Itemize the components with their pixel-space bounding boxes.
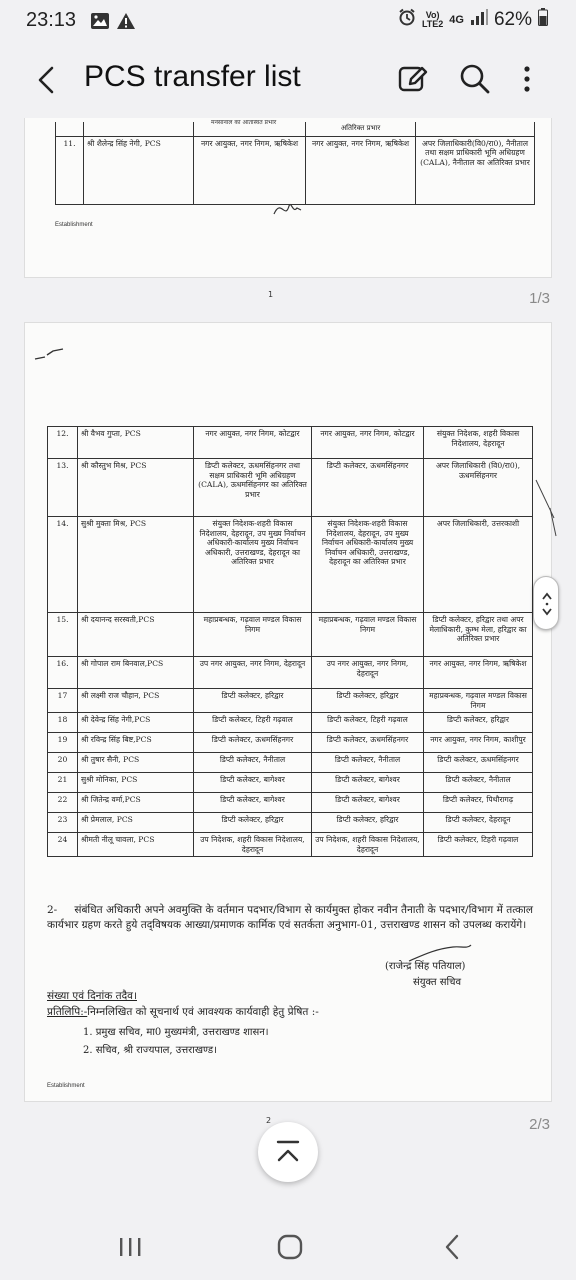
copy-label: प्रतिलिपि:- — [47, 1006, 88, 1018]
cell-name: सुश्री मुक्ता मिश्र, PCS — [78, 517, 194, 613]
table-row — [48, 773, 533, 793]
cell-serial: 15. — [48, 613, 78, 657]
cell-to: डिप्टी कलेक्टर, हरिद्वार — [312, 813, 424, 833]
cell-to: नगर आयुक्त, नगर निगम, ऋषिकेश — [306, 136, 416, 204]
search-icon — [458, 62, 492, 96]
document-page-2 — [24, 322, 552, 1102]
cell-from: डिप्टी कलेक्टर, नैनीताल — [194, 753, 312, 773]
home-icon — [270, 1226, 310, 1266]
page-number: 1 — [268, 290, 274, 299]
table-row — [48, 713, 533, 733]
cell-to: उप नगर आयुक्त, नगर निगम, देहरादून — [312, 657, 424, 689]
system-back-button[interactable] — [432, 1226, 472, 1266]
recents-icon — [110, 1226, 150, 1266]
cell-serial: 18 — [48, 713, 78, 733]
table-cell: अतिरिक्त प्रभार — [306, 122, 416, 136]
cell-remark: नगर आयुक्त, नगर निगम, काशीपुर — [424, 733, 533, 753]
cell-name: श्री देवेन्द्र सिंह नेगी,PCS — [78, 713, 194, 733]
cell-name: श्री गोपाल राम बिनवाल,PCS — [78, 657, 194, 689]
cell-from: उप नगर आयुक्त, नगर निगम, देहरादून — [194, 657, 312, 689]
cell-remark: अपर जिलाधिकारी, उत्तरकाशी — [424, 517, 533, 613]
signatory-title: संयुक्त सचिव — [413, 977, 462, 988]
reference-label: संख्या एवं दिनांक तदैव। — [47, 990, 137, 1002]
app-bar — [0, 44, 576, 116]
copy-text: निम्नलिखित को सूचनार्थ एवं आवश्यक कार्यवाही हेतु प्रेषित :- — [87, 1006, 319, 1018]
gallery-notification-icon — [90, 12, 110, 34]
cell-remark: डिप्टी कलेक्टर, ऊधमसिंहनगर — [424, 753, 533, 773]
signal-icon — [470, 9, 488, 31]
fast-scroll-handle[interactable] — [533, 576, 559, 630]
cell-serial: 22 — [48, 793, 78, 813]
cell-remark: डिप्टी कलेक्टर, नैनीताल — [424, 773, 533, 793]
cell-from: नगर आयुक्त, नगर निगम, कोटद्वार — [194, 427, 312, 459]
cell-from: डिप्टी कलेक्टर, हरिद्वार — [194, 689, 312, 713]
cell-remark: अपर जिलाधिकारी (वि0/रा0), ऊधमसिंहनगर — [424, 459, 533, 517]
cell-name: श्री शैलेन्द्र सिंह नेगी, PCS — [84, 136, 194, 204]
cell-from: डिप्टी कलेक्टर, बागेश्वर — [194, 773, 312, 793]
more-options-button[interactable] — [512, 62, 542, 96]
table-row — [48, 427, 533, 459]
table-row — [48, 733, 533, 753]
back-arrow-icon — [30, 62, 66, 98]
cell-remark: अपर जिलाधिकारी(वि0/रा0), नैनीताल तथा सक्षम प्राधिकारी भूमि अधिग्रहण (CALA), नैनीताल का अतिरिक्त प्रभार — [416, 136, 535, 204]
battery-percent: 62% — [493, 9, 532, 30]
table-row — [48, 833, 533, 857]
page-title: PCS transfer list — [84, 60, 301, 93]
cell-to: उप निदेशक, शहरी विकास निदेशालय, देहरादून — [312, 833, 424, 857]
cell-remark: नगर आयुक्त, नगर निगम, ऋषिकेश — [424, 657, 533, 689]
cell-serial: 14. — [48, 517, 78, 613]
cell-to: डिप्टी कलेक्टर, टिहरी गढ़वाल — [312, 713, 424, 733]
paragraph-number: 2- — [47, 904, 58, 916]
cell-serial: 17 — [48, 689, 78, 713]
cell-to: संयुक्त निदेशक-शहरी विकास निदेशालय, देहरादून, उप मुख्य निर्वाचन अधिकारी-कार्यालय मुख्य निर्वाचन अधिकारी, उत्तराखण्ड, देहरादून का अतिरिक्त प्रभार — [312, 517, 424, 613]
transfer-table-page2 — [47, 426, 533, 857]
cell-remark: डिप्टी कलेक्टर, देहरादून — [424, 813, 533, 833]
scan-mark — [530, 478, 560, 542]
scroll-to-top-button[interactable] — [258, 1122, 318, 1182]
page-indicator: 2/3 — [529, 1116, 550, 1133]
cell-remark: डिप्टी कलेक्टर, टिहरी गढ़वाल — [424, 833, 533, 857]
table-row — [48, 517, 533, 613]
navigation-bar — [0, 1212, 576, 1280]
cell-name: श्री जितेन्द्र वर्मा,PCS — [78, 793, 194, 813]
cell-name: श्री रविन्द्र सिंह बिष्ट,PCS — [78, 733, 194, 753]
cell-serial: 19 — [48, 733, 78, 753]
document-page-1 — [24, 118, 552, 278]
table-row — [48, 753, 533, 773]
table-row — [56, 136, 535, 204]
cell-name: सुश्री मोनिका, PCS — [78, 773, 194, 793]
cell-serial: 11. — [56, 136, 84, 204]
edit-button[interactable] — [396, 62, 430, 96]
cell-to: डिप्टी कलेक्टर, हरिद्वार — [312, 689, 424, 713]
cell-to: डिप्टी कलेक्टर, बागेश्वर — [312, 773, 424, 793]
warning-icon — [116, 12, 136, 34]
transfer-table-page1 — [55, 122, 535, 205]
establishment-label: Establishment — [55, 222, 93, 228]
cell-remark: डिप्टी कलेक्टर, हरिद्वार — [424, 713, 533, 733]
edit-icon — [396, 62, 430, 96]
cell-serial: 12. — [48, 427, 78, 459]
table-row — [48, 459, 533, 517]
signatory-name: (राजेन्द्र सिंह पतियाल) — [385, 961, 466, 972]
recent-apps-button[interactable] — [110, 1226, 150, 1266]
cell-from: नगर आयुक्त, नगर निगम, ऋषिकेश — [194, 136, 306, 204]
cell-to: नगर आयुक्त, नगर निगम, कोटद्वार — [312, 427, 424, 459]
cell-to: डिप्टी कलेक्टर, ऊधमसिंहनगर — [312, 459, 424, 517]
cell-serial: 16. — [48, 657, 78, 689]
cell-remark: महाप्रबन्धक, गढ़वाल मण्डल विकास निगम — [424, 689, 533, 713]
scroll-arrows-icon — [534, 577, 560, 631]
signature-mark — [271, 196, 311, 222]
cell-to: महाप्रबन्धक, गढ़वाल मण्डल विकास निगम — [312, 613, 424, 657]
back-button[interactable] — [30, 62, 66, 98]
cell-from: डिप्टी कलेक्टर, ऊधमसिंहनगर — [194, 733, 312, 753]
cell-serial: 20 — [48, 753, 78, 773]
cell-name: श्री तुषार सैनी, PCS — [78, 753, 194, 773]
table-row — [48, 689, 533, 713]
table-row — [48, 613, 533, 657]
page-indicator: 1/3 — [529, 290, 550, 307]
table-row — [48, 813, 533, 833]
status-bar — [0, 0, 576, 44]
search-button[interactable] — [458, 62, 492, 96]
copy-item: 1. प्रमुख सचिव, मा0 मुख्यमंत्री, उत्तराखण्ड शासन। — [83, 1027, 269, 1038]
cell-name: श्री कौस्तुभ मिश्र, PCS — [78, 459, 194, 517]
battery-icon — [538, 8, 548, 32]
cell-to: डिप्टी कलेक्टर, बागेश्वर — [312, 793, 424, 813]
establishment-label: Establishment — [47, 1083, 85, 1089]
copy-item: 2. सचिव, श्री राज्यपाल, उत्तराखण्ड। — [83, 1045, 217, 1056]
more-vertical-icon — [512, 62, 542, 96]
cell-to: डिप्टी कलेक्टर, ऊधमसिंहनगर — [312, 733, 424, 753]
instruction-paragraph — [47, 903, 533, 933]
cell-serial: 24 — [48, 833, 78, 857]
paragraph-text: संबंधित अधिकारी अपने अवमुक्ति के वर्तमान पदभार/विभाग से कार्यमुक्त होकर नवीन तैनाती के पदभार/विभाग में तत्काल कार्यभार ग्रहण करते हुये तद्‌विषयक आख्या/प्रमाणक कार्मिक एवं सतर्कता अनुभाग-01, उत्तराखण्ड शासन को उपलब्ध करायेंगे। — [47, 904, 533, 931]
cell-from: डिप्टी कलेक्टर, हरिद्वार — [194, 813, 312, 833]
volte-indicator: Vo) LTE2 — [421, 10, 444, 29]
cell-remark: डिप्टी कलेक्टर, हरिद्वार तथा अपर मेलाधिकारी, कुम्भ मेला, हरिद्वार का अतिरिक्त प्रभार — [424, 613, 533, 657]
network-type: 4G — [449, 13, 464, 26]
back-chevron-icon — [432, 1226, 472, 1266]
scribble-mark — [33, 345, 73, 367]
home-button[interactable] — [270, 1226, 310, 1266]
collapse-up-icon — [258, 1122, 318, 1182]
cell-name: श्री वैभव गुप्ता, PCS — [78, 427, 194, 459]
cell-name: श्रीमती नीलू चावला, PCS — [78, 833, 194, 857]
table-row — [56, 122, 535, 136]
table-row — [48, 657, 533, 689]
cell-from: डिप्टी कलेक्टर, ऊधमसिंहनगर तथा सक्षम प्राधिकारी भूमि अधिग्रहण (CALA), ऊधमसिंहनगर का अतिरिक्त प्रभार — [194, 459, 312, 517]
cell-from: डिप्टी कलेक्टर, टिहरी गढ़वाल — [194, 713, 312, 733]
table-row — [48, 793, 533, 813]
cell-from: डिप्टी कलेक्टर, बागेश्वर — [194, 793, 312, 813]
cell-name: श्री दयानन्द सरस्वती,PCS — [78, 613, 194, 657]
alarm-icon — [398, 8, 416, 32]
cell-name: श्री लक्ष्मी राज चौहान, PCS — [78, 689, 194, 713]
cell-remark: संयुक्त निदेशक, शहरी विकास निदेशालय, देहरादून — [424, 427, 533, 459]
cropped-header-text: मनसानाल का आतास्वत प्रभार — [211, 119, 277, 126]
copy-line — [47, 1005, 319, 1020]
cell-from: महाप्रबन्धक, गढ़वाल मण्डल विकास निगम — [194, 613, 312, 657]
cell-from: उप निदेशक, शहरी विकास निदेशालय, देहरादून — [194, 833, 312, 857]
cell-serial: 13. — [48, 459, 78, 517]
cell-remark: डिप्टी कलेक्टर, पिथौरागढ़ — [424, 793, 533, 813]
cell-to: डिप्टी कलेक्टर, नैनीताल — [312, 753, 424, 773]
clock: 23:13 — [26, 9, 77, 31]
page-number: 2 — [266, 1116, 272, 1125]
cell-serial: 21 — [48, 773, 78, 793]
cell-serial: 23 — [48, 813, 78, 833]
cell-from: संयुक्त निदेशक-शहरी विकास निदेशालय, देहरादून, उप मुख्य निर्वाचन अधिकारी-कार्यालय मुख्य निर्वाचन अधिकारी, उत्तराखण्ड, देहरादून का अतिरिक्त प्रभार — [194, 517, 312, 613]
cell-name: श्री प्रेमलाल, PCS — [78, 813, 194, 833]
